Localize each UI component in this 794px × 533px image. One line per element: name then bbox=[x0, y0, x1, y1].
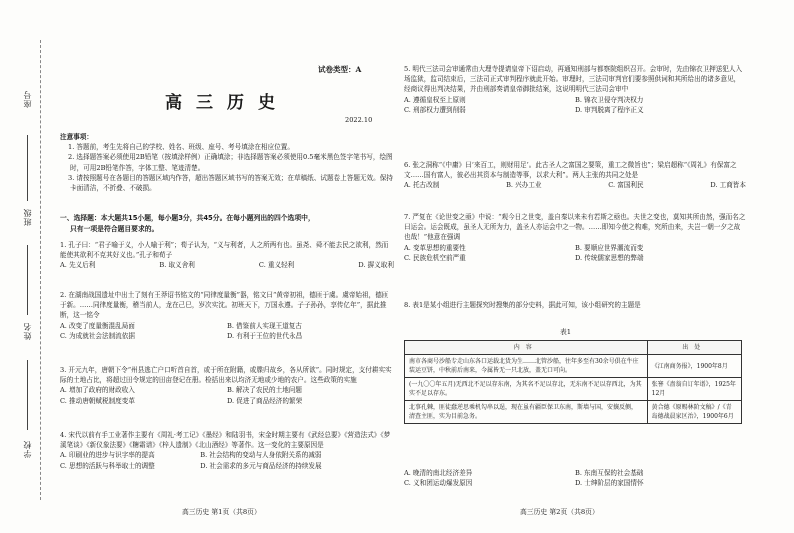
margin-label-school: 学校 bbox=[23, 440, 32, 458]
page-footer-right: 高三历史 第2页（共8页） bbox=[520, 508, 599, 516]
notice-item: 3. 请按照题号在各题目的答题区域内作答，超出答题区域书写的答案无效；在草稿纸、试题卷上答题无效。保持卡面清洁，不折叠、不破损。 bbox=[68, 173, 393, 193]
option-a: A. 先义后利 bbox=[60, 261, 96, 270]
table-cell-content: 北事孔棘，匪徒蠢逆思乘机勾串以逞，现在虽有疆臣保卫东南，斯墙与国，安攘反侧，清查主匪，实为目前急务。 bbox=[405, 401, 648, 424]
table-row bbox=[405, 401, 742, 424]
option-d: D. 传统儒家思想的弊端 bbox=[575, 253, 644, 262]
margin-line-class bbox=[27, 135, 28, 201]
option-c: C. 刑部权力遭到削弱 bbox=[404, 105, 466, 114]
option-b: B. 兴办工业 bbox=[506, 181, 542, 190]
option-c: C. 重义轻利 bbox=[258, 261, 295, 270]
question-stem: 2. 在湖南战国遗址中出土了刻有王莽诏书铭文的“同律度量衡”器，铭文曰“黄帝初祖，德匝于虞。虞帝始祖，德匝于新。……同律度量衡，稽当前人，龙在己巳，岁次实沈。初班天下，万国永遵。子子孙孙，享传亿年”，据此推断，这一铭令 bbox=[60, 291, 389, 320]
option-c: C. 民族危机空前严重 bbox=[404, 253, 466, 262]
question-3 bbox=[60, 365, 394, 406]
table-row bbox=[405, 378, 742, 401]
section-heading-line: 一、选择题：本大题共15小题，每小题3分，共45分。在每小题列出的四个选项中， bbox=[60, 214, 315, 222]
option-c: C. 思想的活跃与科举取士的调整 bbox=[60, 461, 155, 470]
section-heading-line: 只有一项是符合题目要求的。 bbox=[70, 224, 159, 233]
exam-date: 2022.10 bbox=[345, 116, 373, 124]
option-a: A. 增加了政府的财政收入 bbox=[60, 386, 135, 395]
option-d: D. 工商皆本 bbox=[710, 181, 746, 190]
table-cell-content: (一九〇〇年五月)无西北不足以存东南，为其名不足以存北，无东南不足以存西北，为其实不足以存东。 bbox=[405, 378, 648, 401]
option-c: C. 义和团运动爆发原因 bbox=[404, 479, 473, 488]
notice-heading: 注意事项： bbox=[60, 133, 93, 141]
option-b: B. 锦衣卫侵夺判决权力 bbox=[575, 95, 644, 104]
binding-dash-line bbox=[40, 40, 41, 500]
table-cell-source: 张謇《啬翁自订年谱》，1925年12月 bbox=[647, 378, 741, 401]
question-stem: 1. 孔子曰：“君子喻于义，小人喻于利”；荀子认为，“义与利者，人之所两有也。虽尧、舜不能去民之欲利，然而能使其欲利不克其好义也。”孔子和荀子 bbox=[60, 241, 389, 260]
option-b: B. 东南互保的社会基础 bbox=[575, 469, 644, 477]
question-5 bbox=[404, 64, 746, 115]
question-stem: 5. 明代三法司会审通常由大理寺提请皇帝下诏启动，再通知刑部与都察院组织召开。会审时，先由锦衣卫押送犯人入场监狱，监司结束后，三法司正式审判程序就此开始。审理时，三法司审判官们要参照供词和其所给出的诸多意见，经商议得出判决结果，并由刑部奏请皇帝御批结案，这说明明代三法司会审中 bbox=[404, 65, 743, 94]
question-stem: 6. 张之洞称“《中庸》曰‘来百工，则财用足’。此古圣人之富国之要策，重工之微旨也”；梁启超称“《周礼》有保富之文……国有富人，彼必出其资本与制造等事，以求大利”。两人主张的共同之处是 bbox=[404, 161, 737, 180]
option-d: D. 士绅阶层的家国情怀 bbox=[575, 479, 644, 488]
margin-line-school bbox=[27, 360, 28, 430]
option-d: D. 社会需求的多元与商品经济的持续发展 bbox=[200, 461, 322, 470]
question-1 bbox=[60, 240, 394, 271]
binding-margin bbox=[0, 0, 52, 533]
option-b: B. 社会结构的变动与人身依附关系的减弱 bbox=[200, 451, 322, 460]
option-c: C. 推动唐朝赋税制度变革 bbox=[60, 396, 135, 405]
question-stem: 3. 开元九年，唐朝下令“州县逃亡户口听首自首，或于所在附籍，或牒归故乡，各从所欲”。同时规定，支付耕实实际的土地占比，将超过田令规定的田亩登记在册。检括出来以均济无地或少地的农户。这些政策的实施 bbox=[60, 366, 392, 385]
option-c: C. 富国利民 bbox=[608, 181, 644, 190]
table-cell-content: 南市各商号沙船专走山东各口运载北货为生……北管沙船，往年多至有30余号俱在牛庄装运豆饼，中秋前后南来，今属皆无一只北放，盖无口可向。 bbox=[405, 355, 648, 378]
table-cell-source: 《江南商务报》，1900年8月 bbox=[647, 355, 741, 378]
option-a: A. 托古改制 bbox=[404, 181, 440, 190]
question-2 bbox=[60, 290, 394, 341]
option-b: B. 解决了农民的土地问题 bbox=[227, 386, 302, 395]
margin-label-seat: 座号 bbox=[23, 90, 32, 108]
question-6 bbox=[404, 160, 746, 191]
table-header-content: 内容 bbox=[405, 341, 648, 355]
source-table bbox=[404, 340, 742, 424]
margin-label-name: 姓名 bbox=[23, 322, 32, 340]
margin-label-class: 班级 bbox=[23, 208, 32, 226]
option-a: A. 改变了度量衡混乱局面 bbox=[60, 321, 135, 330]
option-a: A. 印刷业的进步与识字率的提高 bbox=[60, 451, 155, 460]
question-7 bbox=[404, 212, 746, 263]
table-row bbox=[405, 355, 742, 378]
section-heading bbox=[60, 213, 394, 234]
option-b: B. 借鉴前人实现王道复古 bbox=[227, 321, 302, 330]
option-d: D. 促进了商品经济的繁荣 bbox=[227, 396, 303, 405]
question-4 bbox=[60, 430, 394, 471]
option-b: B. 取义舍利 bbox=[159, 261, 195, 270]
question-stem: 7. 严复在《论世变之亟》中说：“观今日之世变，盖自秦以来未有若斯之亟也。夫世之变也，莫知其所由然，强而名之曰运会。运会既成，虽圣人无所为力，盖圣人亦运会中之一物。……即知今使之构难，究所由来，夫岂一朝一夕之故也哉！”他意在强调 bbox=[404, 213, 746, 242]
question-stem: 8. 表1是某小组进行主题探究时搜集的部分史料，据此可知，该小组研究的主题是 bbox=[404, 301, 641, 309]
question-8 bbox=[404, 300, 746, 310]
option-d: D. 摒义取利 bbox=[358, 261, 394, 270]
option-d: D. 有利于王位的世代永昌 bbox=[227, 331, 303, 340]
option-a: A. 晚清的南北经济差异 bbox=[404, 469, 473, 477]
notice-item: 1. 答题前，考生先将自己的学校、姓名、班级、座号、考号填涂在相应位置。 bbox=[68, 143, 294, 152]
question-8-options bbox=[404, 468, 746, 488]
notice-item: 2. 选择题答案必须使用2B铅笔（按填涂样例）正确填涂；非选择题答案必须使用0.5毫米黑色签字笔书写，绘图时，可用2B铅笔作答，字体工整、笔迹清楚。 bbox=[68, 153, 393, 172]
table-header-row bbox=[405, 341, 742, 355]
notice-block bbox=[60, 132, 394, 193]
table-cell-source: 黄合德《原赐林阶文稿》/《青岛德战晨家区治》，1900年6月 bbox=[647, 401, 741, 424]
exam-title: 高三历史 bbox=[165, 93, 289, 113]
table-caption: 表1 bbox=[560, 328, 572, 336]
option-c: C. 为成就社会法制流依据 bbox=[60, 331, 135, 340]
option-b: B. 要顺应世界潮流而变 bbox=[575, 243, 644, 252]
table-header-source: 出处 bbox=[647, 341, 741, 355]
margin-line-name bbox=[27, 245, 28, 315]
option-a: A. 遵循皇权至上原则 bbox=[404, 95, 466, 104]
option-a: A. 变革思想的重要性 bbox=[404, 243, 466, 252]
exam-type: 试卷类型：A bbox=[318, 65, 362, 74]
question-stem: 4. 宋代以前有手工业著作主要有《周礼·考工记》《墨经》和陆羽书，宋金时期主要有《武经总要》《营造法式》《梦溪笔谈》《新仪象法要》《糖霜谱》《梓人遗制》《北山酒经》等著作。这一变化的主要原因是 bbox=[60, 431, 391, 450]
option-d: D. 审判脱离了程序正义 bbox=[575, 105, 644, 114]
page-footer-left: 高三历史 第1页（共8页） bbox=[182, 508, 261, 516]
